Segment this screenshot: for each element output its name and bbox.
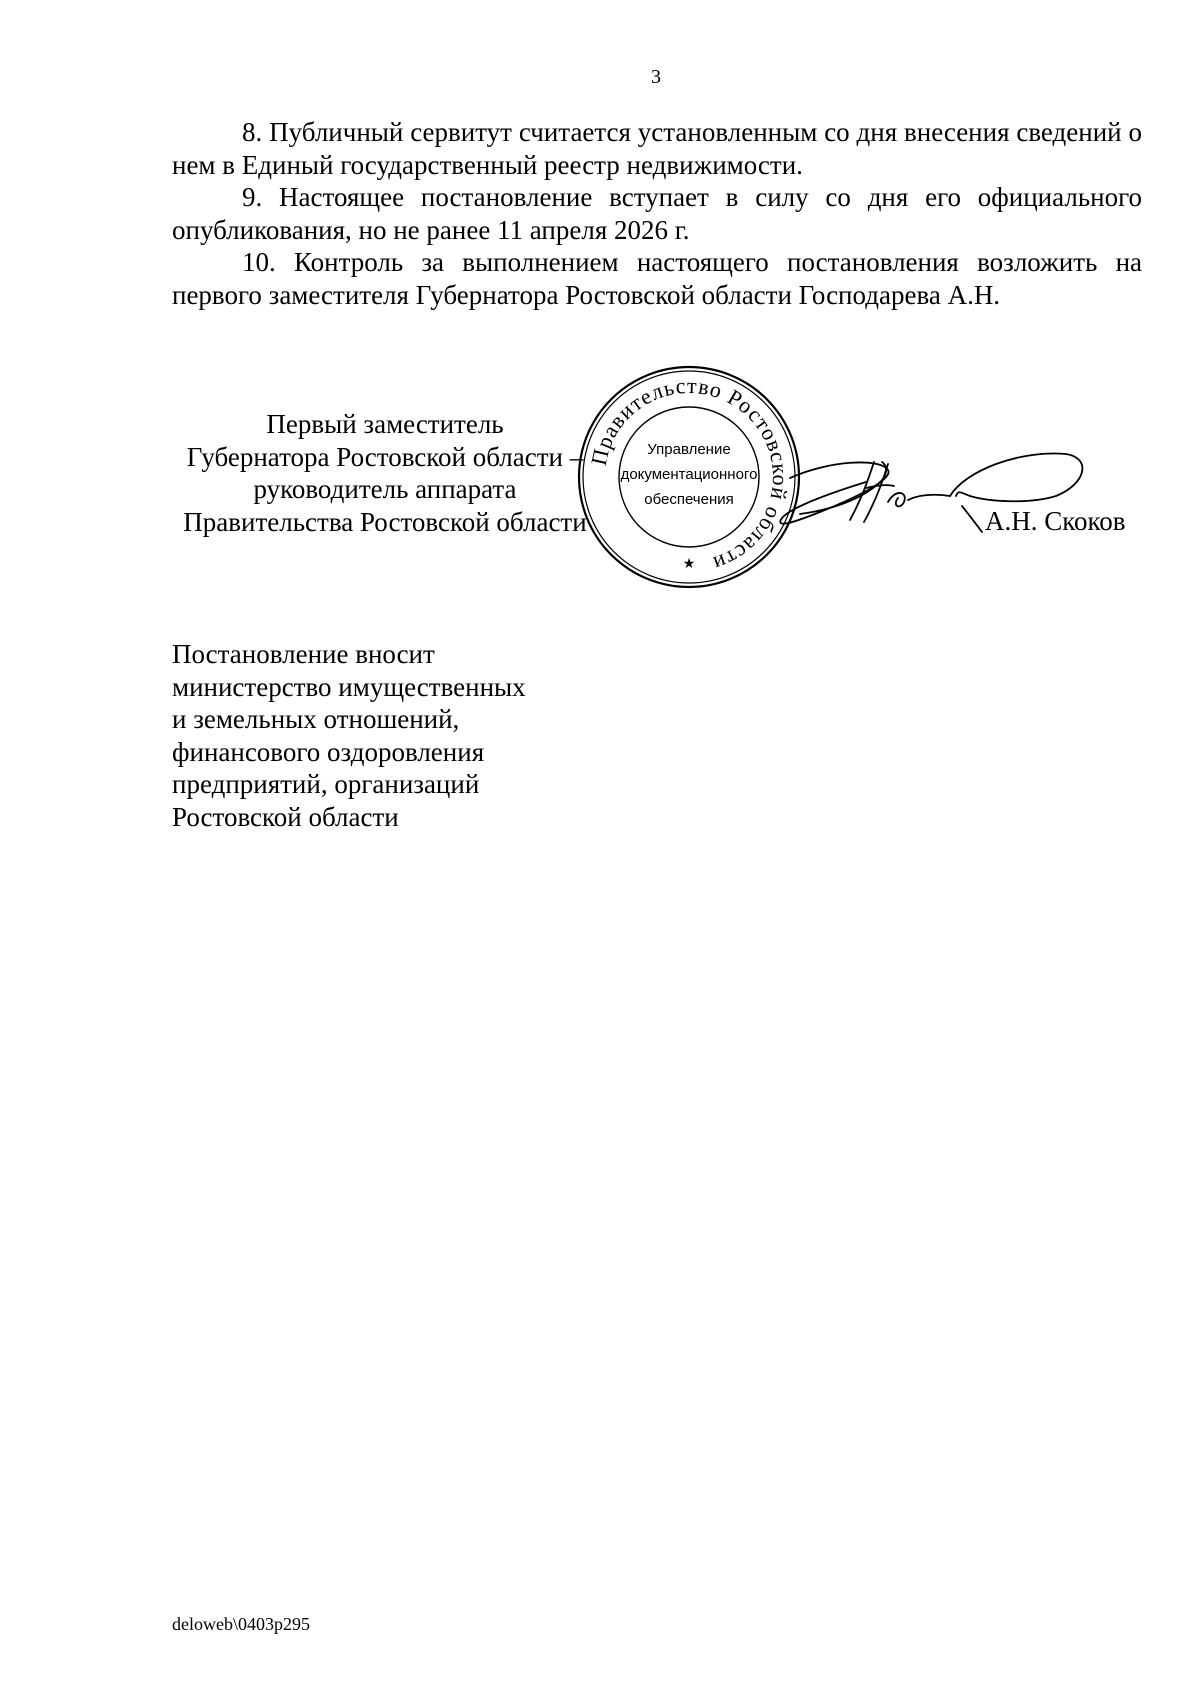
paragraph-10: 10. Контроль за выполнением настоящего постановления возложить на первого заместителя Губернатора Ростовской области Господарева А.Н. <box>172 247 1142 310</box>
signatory-title-line: руководитель аппарата <box>253 474 517 504</box>
document-code: deloweb\0403p295 <box>172 1614 310 1634</box>
seal-center-line: обеспечения <box>644 491 734 508</box>
signatory-title-line: Правительства Ростовской области <box>183 506 587 537</box>
signatory-title-line: Первый заместитель <box>266 409 504 439</box>
seal-center-line: документационного <box>620 466 758 483</box>
signatory-title-line: Губернатора Ростовской области – <box>186 441 584 472</box>
seal-ring-text: Правительство Ростовской области <box>585 372 794 578</box>
submitter-line: министерство имущественных <box>172 671 526 702</box>
seal-star-icon: ★ <box>682 556 696 572</box>
submitter-line: финансового оздоровления <box>172 736 485 767</box>
signatory-title <box>150 408 620 538</box>
seal-center-line: Управление <box>647 441 731 458</box>
submitter-line: и земельных отношений, <box>172 704 460 734</box>
paragraph-8: 8. Публичный сервитут считается установленным со дня внесения сведений о нем в Единый государственный реестр недвижимости. <box>172 117 1142 180</box>
paragraph-9: 9. Настоящее постановление вступает в силу со дня его официального опубликования, но не ранее 11 апреля 2026 г. <box>172 182 1142 245</box>
signatory-name: А.Н. Скоков <box>985 506 1126 536</box>
submitter-line: Постановление вносит <box>172 639 435 669</box>
body-text <box>172 116 1142 311</box>
submitter-line: Ростовской области <box>172 801 399 832</box>
submitter-line: предприятий, организаций <box>172 769 480 799</box>
page-number: 3 <box>651 66 661 88</box>
submitter-note <box>172 638 526 833</box>
